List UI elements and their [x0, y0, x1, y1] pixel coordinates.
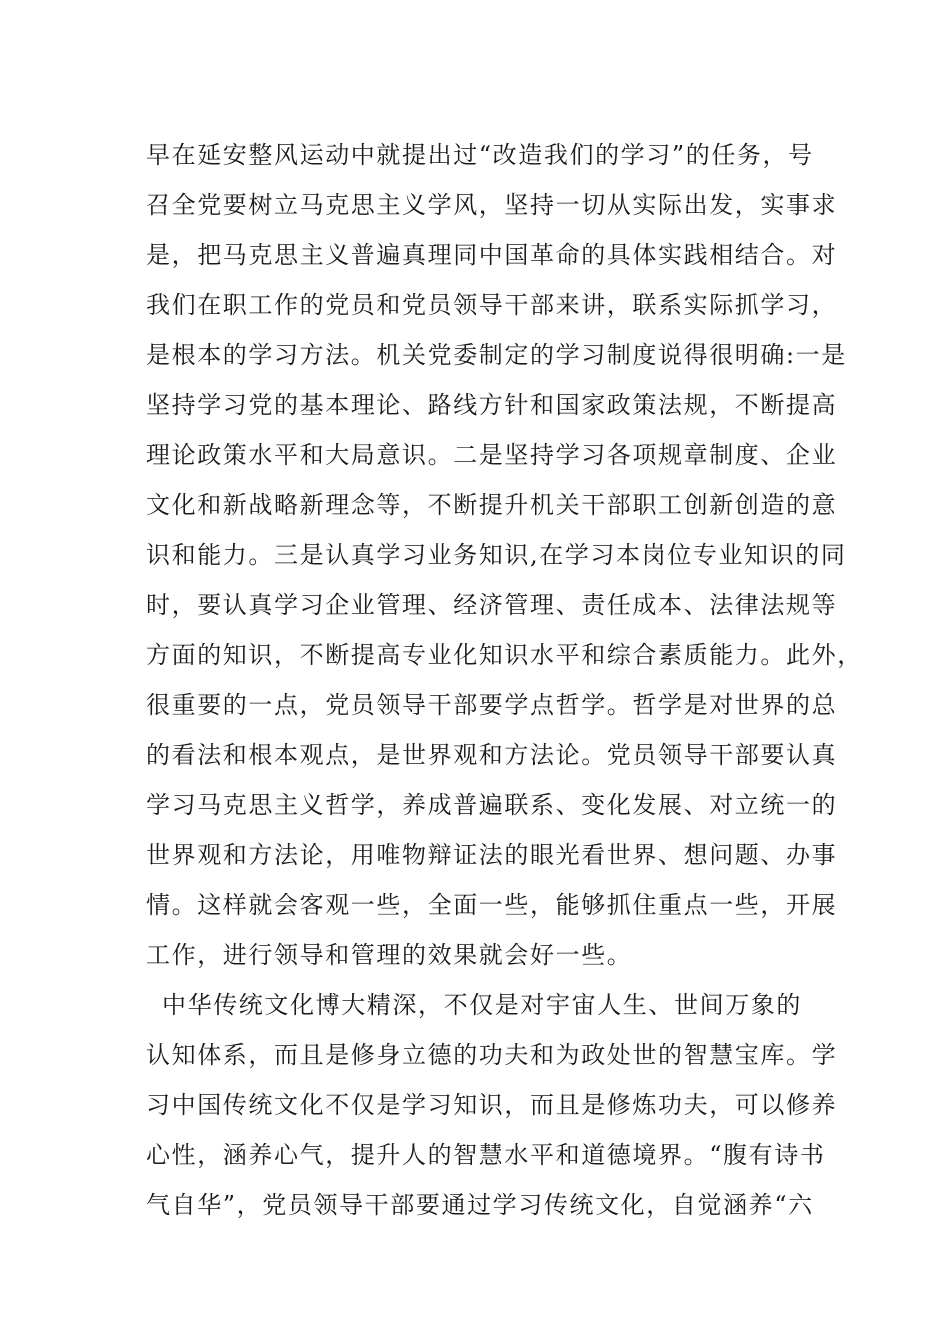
text-line: 的看法和根本观点，是世界观和方法论。党员领导干部要认真 — [146, 741, 838, 769]
text-line: 我们在职工作的党员和党员领导干部来讲，联系实际抓学习， — [146, 291, 838, 319]
body-text — [146, 130, 863, 1230]
text-line: 是，把马克思主义普遍真理同中国革命的具体实践相结合。对 — [146, 241, 838, 269]
text-line: 认知体系，而且是修身立德的功夫和为政处世的智慧宝库。学 — [146, 1041, 838, 1069]
text-line: 早在延安整风运动中就提出过“改造我们的学习”的任务，号 — [146, 141, 814, 169]
text-line: 是根本的学习方法。机关党委制定的学习制度说得很明确:一是 — [146, 341, 847, 369]
paragraph-start-line: 中华传统文化博大精深，不仅是对宇宙人生、世间万象的 — [162, 991, 802, 1019]
text-line: 气自华”，党员领导干部要通过学习传统文化，自觉涵养“六 — [146, 1191, 814, 1219]
text-line: 理论政策水平和大局意识。二是坚持学习各项规章制度、企业 — [146, 441, 838, 469]
text-line: 坚持学习党的基本理论、路线方针和国家政策法规，不断提高 — [146, 391, 838, 419]
text-line: 世界观和方法论，用唯物辩证法的眼光看世界、想问题、办事 — [146, 841, 838, 869]
text-line: 习中国传统文化不仅是学习知识，而且是修炼功夫，可以修养 — [146, 1091, 838, 1119]
text-line: 情。这样就会客观一些，全面一些，能够抓住重点一些，开展 — [146, 891, 838, 919]
text-line: 时，要认真学习企业管理、经济管理、责任成本、法律法规等 — [146, 591, 838, 619]
text-line: 方面的知识，不断提高专业化知识水平和综合素质能力。此外， — [146, 641, 863, 669]
text-line: 召全党要树立马克思主义学风，坚持一切从实际出发，实事求 — [146, 191, 838, 219]
text-line: 学习马克思主义哲学，养成普遍联系、变化发展、对立统一的 — [146, 791, 838, 819]
text-line: 很重要的一点，党员领导干部要学点哲学。哲学是对世界的总 — [146, 691, 838, 719]
text-line: 工作，进行领导和管理的效果就会好一些。 — [146, 941, 633, 969]
text-line: 识和能力。三是认真学习业务知识,在学习本岗位专业知识的同 — [146, 541, 847, 569]
text-line: 心性，涵养心气，提升人的智慧水平和道德境界。“腹有诗书 — [146, 1141, 826, 1169]
text-line: 文化和新战略新理念等，不断提升机关干部职工创新创造的意 — [146, 491, 838, 519]
